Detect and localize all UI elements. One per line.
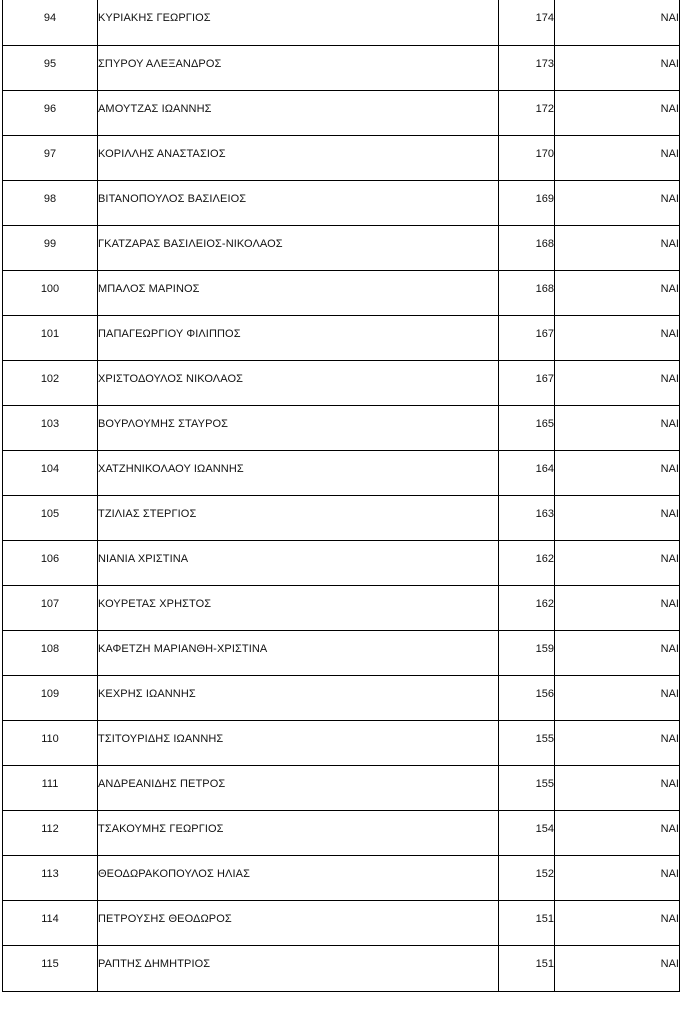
- status-cell: ΝΑΙ: [555, 360, 680, 405]
- name-cell: ΠΕΤΡΟΥΣΗΣ ΘΕΟΔΩΡΟΣ: [98, 900, 499, 945]
- table-row: [3, 495, 680, 540]
- table-row: [3, 765, 680, 810]
- status-cell: ΝΑΙ: [555, 225, 680, 270]
- score-cell: 155: [499, 720, 555, 765]
- name-cell: ΠΑΠΑΓΕΩΡΓΙΟΥ ΦΙΛΙΠΠΟΣ: [98, 315, 499, 360]
- rank-cell: 95: [3, 45, 98, 90]
- rank-cell: 109: [3, 675, 98, 720]
- name-cell: ΜΠΑΛΟΣ ΜΑΡΙΝΟΣ: [98, 270, 499, 315]
- status-cell: ΝΑΙ: [555, 45, 680, 90]
- score-cell: 167: [499, 315, 555, 360]
- table-row: [3, 405, 680, 450]
- score-cell: 162: [499, 540, 555, 585]
- rank-cell: 111: [3, 765, 98, 810]
- table-row: [3, 630, 680, 675]
- score-cell: 159: [499, 630, 555, 675]
- rank-cell: 99: [3, 225, 98, 270]
- table-row: [3, 360, 680, 405]
- status-cell: ΝΑΙ: [555, 900, 680, 945]
- rank-cell: 106: [3, 540, 98, 585]
- score-cell: 170: [499, 135, 555, 180]
- status-cell: ΝΑΙ: [555, 675, 680, 720]
- rank-cell: 94: [3, 0, 98, 45]
- name-cell: ΚΟΡΙΛΛΗΣ ΑΝΑΣΤΑΣΙΟΣ: [98, 135, 499, 180]
- score-cell: 154: [499, 810, 555, 855]
- name-cell: ΒΟΥΡΛΟΥΜΗΣ ΣΤΑΥΡΟΣ: [98, 405, 499, 450]
- rank-cell: 97: [3, 135, 98, 180]
- table-row: [3, 540, 680, 585]
- results-table-body: [3, 0, 680, 991]
- status-cell: ΝΑΙ: [555, 630, 680, 675]
- score-cell: 172: [499, 90, 555, 135]
- table-row: [3, 810, 680, 855]
- score-cell: 152: [499, 855, 555, 900]
- rank-cell: 101: [3, 315, 98, 360]
- name-cell: ΤΣΑΚΟΥΜΗΣ ΓΕΩΡΓΙΟΣ: [98, 810, 499, 855]
- name-cell: ΧΡΙΣΤΟΔΟΥΛΟΣ ΝΙΚΟΛΑΟΣ: [98, 360, 499, 405]
- table-row: [3, 315, 680, 360]
- table-row: [3, 945, 680, 991]
- status-cell: ΝΑΙ: [555, 180, 680, 225]
- score-cell: 167: [499, 360, 555, 405]
- score-cell: 165: [499, 405, 555, 450]
- status-cell: ΝΑΙ: [555, 765, 680, 810]
- name-cell: ΤΖΙΛΙΑΣ ΣΤΕΡΓΙΟΣ: [98, 495, 499, 540]
- name-cell: ΓΚΑΤΖΑΡΑΣ ΒΑΣΙΛΕΙΟΣ-ΝΙΚΟΛΑΟΣ: [98, 225, 499, 270]
- score-cell: 155: [499, 765, 555, 810]
- rank-cell: 115: [3, 945, 98, 991]
- table-row: [3, 855, 680, 900]
- status-cell: ΝΑΙ: [555, 945, 680, 991]
- rank-cell: 105: [3, 495, 98, 540]
- score-cell: 164: [499, 450, 555, 495]
- status-cell: ΝΑΙ: [555, 720, 680, 765]
- table-row: [3, 720, 680, 765]
- results-table: [2, 0, 680, 992]
- score-cell: 173: [499, 45, 555, 90]
- rank-cell: 103: [3, 405, 98, 450]
- table-row: [3, 675, 680, 720]
- name-cell: ΘΕΟΔΩΡΑΚΟΠΟΥΛΟΣ ΗΛΙΑΣ: [98, 855, 499, 900]
- name-cell: ΑΜΟΥΤΖΑΣ ΙΩΑΝΝΗΣ: [98, 90, 499, 135]
- score-cell: 151: [499, 900, 555, 945]
- table-row: [3, 450, 680, 495]
- name-cell: ΧΑΤΖΗΝΙΚΟΛΑΟΥ ΙΩΑΝΝΗΣ: [98, 450, 499, 495]
- table-row: [3, 585, 680, 630]
- score-cell: 168: [499, 270, 555, 315]
- name-cell: ΑΝΔΡΕΑΝΙΔΗΣ ΠΕΤΡΟΣ: [98, 765, 499, 810]
- table-row: [3, 270, 680, 315]
- table-row: [3, 45, 680, 90]
- rank-cell: 108: [3, 630, 98, 675]
- status-cell: ΝΑΙ: [555, 0, 680, 45]
- rank-cell: 107: [3, 585, 98, 630]
- table-row: [3, 135, 680, 180]
- status-cell: ΝΑΙ: [555, 585, 680, 630]
- name-cell: ΡΑΠΤΗΣ ΔΗΜΗΤΡΙΟΣ: [98, 945, 499, 991]
- rank-cell: 113: [3, 855, 98, 900]
- score-cell: 169: [499, 180, 555, 225]
- score-cell: 151: [499, 945, 555, 991]
- name-cell: ΤΣΙΤΟΥΡΙΔΗΣ ΙΩΑΝΝΗΣ: [98, 720, 499, 765]
- status-cell: ΝΑΙ: [555, 135, 680, 180]
- name-cell: ΣΠΥΡΟΥ ΑΛΕΞΑΝΔΡΟΣ: [98, 45, 499, 90]
- table-row: [3, 180, 680, 225]
- name-cell: ΝΙΑΝΙΑ ΧΡΙΣΤΙΝΑ: [98, 540, 499, 585]
- status-cell: ΝΑΙ: [555, 540, 680, 585]
- status-cell: ΝΑΙ: [555, 270, 680, 315]
- table-row: [3, 90, 680, 135]
- score-cell: 162: [499, 585, 555, 630]
- score-cell: 168: [499, 225, 555, 270]
- rank-cell: 102: [3, 360, 98, 405]
- rank-cell: 96: [3, 90, 98, 135]
- name-cell: ΚΑΦΕΤΖΗ ΜΑΡΙΑΝΘΗ-ΧΡΙΣΤΙΝΑ: [98, 630, 499, 675]
- status-cell: ΝΑΙ: [555, 90, 680, 135]
- name-cell: ΚΟΥΡΕΤΑΣ ΧΡΗΣΤΟΣ: [98, 585, 499, 630]
- status-cell: ΝΑΙ: [555, 450, 680, 495]
- score-cell: 174: [499, 0, 555, 45]
- status-cell: ΝΑΙ: [555, 315, 680, 360]
- rank-cell: 114: [3, 900, 98, 945]
- status-cell: ΝΑΙ: [555, 855, 680, 900]
- rank-cell: 112: [3, 810, 98, 855]
- name-cell: ΚΕΧΡΗΣ ΙΩΑΝΝΗΣ: [98, 675, 499, 720]
- rank-cell: 110: [3, 720, 98, 765]
- name-cell: ΚΥΡΙΑΚΗΣ ΓΕΩΡΓΙΟΣ: [98, 0, 499, 45]
- rank-cell: 100: [3, 270, 98, 315]
- status-cell: ΝΑΙ: [555, 405, 680, 450]
- score-cell: 163: [499, 495, 555, 540]
- table-row: [3, 0, 680, 45]
- rank-cell: 104: [3, 450, 98, 495]
- name-cell: ΒΙΤΑΝΟΠΟΥΛΟΣ ΒΑΣΙΛΕΙΟΣ: [98, 180, 499, 225]
- score-cell: 156: [499, 675, 555, 720]
- table-row: [3, 900, 680, 945]
- rank-cell: 98: [3, 180, 98, 225]
- table-row: [3, 225, 680, 270]
- status-cell: ΝΑΙ: [555, 495, 680, 540]
- status-cell: ΝΑΙ: [555, 810, 680, 855]
